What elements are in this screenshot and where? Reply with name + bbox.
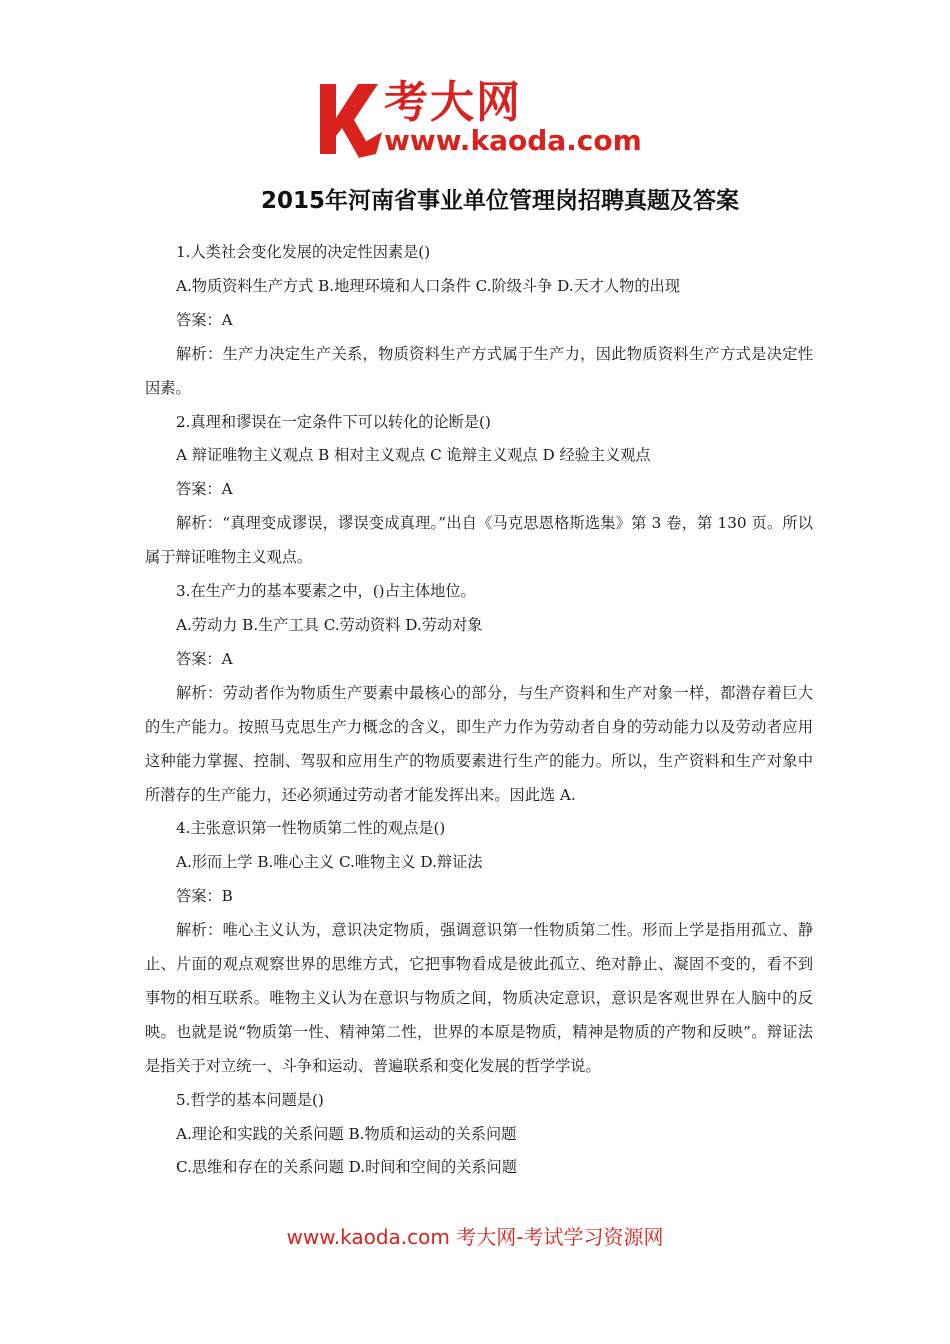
question-3-answer: 答案：A [176,649,233,668]
question-1: 1.人类社会变化发展的决定性因素是() [176,243,431,261]
question-1-answer: 答案：A [176,310,233,329]
question-2: 2.真理和谬误在一定条件下可以转化的论断是() [176,412,491,431]
question-4-explanation: 解析：唯心主义认为，意识决定物质，强调意识第一性物质第二性。形而上学是指用孤立、静止、片面的观点观察世界的思维方式，它把事物看成是彼此孤立、绝对静止、凝固不变的，看不到事物的相互联系。唯物主义认为在意识与物质之间，物质决定意识，意识是客观世界在人脑中的反映。也就是说“物质第一性、精神第二性，世界的本原是物质，精神是物质的产物和反映”。辩证法是指关于对立统一、斗争和运动、普遍联系和变化发展的哲学学说。 [145,921,813,1075]
question-2-explanation: 解析：“真理变成谬误，谬误变成真理。”出自《马克思恩格斯选集》第 3 卷，第 130 页。所以属于辩证唯物主义观点。 [145,514,813,567]
question-1-options: A.物质资料生产方式 B.地理环境和人口条件 C.阶级斗争 D.天才人物的出现 [176,276,680,295]
question-4-answer: 答案：B [176,887,233,906]
footer-link[interactable]: www.kaoda.com 考大网-考试学习资源网 [286,1225,664,1249]
question-2-options: A 辩证唯物主义观点 B 相对主义观点 C 诡辩主义观点 D 经验主义观点 [176,446,651,465]
question-5-options-line-2: C.思维和存在的关系问题 D.时间和空间的关系问题 [176,1158,517,1177]
question-4-options: A.形而上学 B.唯心主义 C.唯物主义 D.辩证法 [176,853,483,872]
logo-brand-text: 考大网 [384,77,522,128]
logo-url-text: www.kaoda.com [384,124,642,157]
question-4: 4.主张意识第一性物质第二性的观点是() [176,819,446,838]
logo-k-mark-icon [318,78,384,160]
kaoda-logo [318,78,648,160]
question-5-options-line-1: A.理论和实践的关系问题 B.物质和运动的关系问题 [176,1124,517,1143]
question-3: 3.在生产力的基本要素之中，()占主体地位。 [176,582,476,601]
question-3-explanation: 解析：劳动者作为物质生产要素中最核心的部分，与生产资料和生产对象一样，都潜存着巨大的生产能力。按照马克思生产力概念的含义，即生产力作为劳动者自身的劳动能力以及劳动者应用这种能力掌握、控制、驾驭和应用生产的物质要素进行生产的能力。所以，生产资料和生产对象中所潜存的生产能力，还必须通过劳动者才能发挥出来。因此选 A. [145,683,813,804]
document-body [145,236,813,1185]
question-2-answer: 答案：A [176,480,233,499]
question-3-options: A.劳动力 B.生产工具 C.劳动资料 D.劳动对象 [176,615,483,634]
question-5: 5.哲学的基本问题是() [176,1090,324,1109]
question-1-explanation: 解析：生产力决定生产关系，物质资料生产方式属于生产力，因此物质资料生产方式是决定性因素。 [145,344,813,397]
document-title: 2015年河南省事业单位管理岗招聘真题及答案 [260,188,739,214]
